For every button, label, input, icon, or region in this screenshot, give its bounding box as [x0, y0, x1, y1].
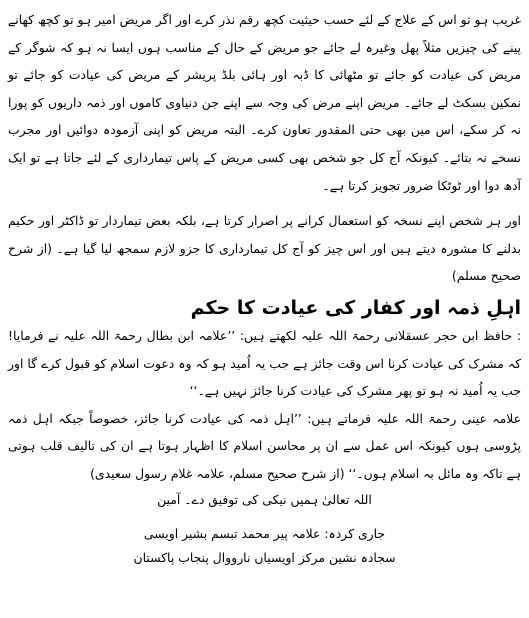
- section-heading: اہلِ ذمہ اور کفار کی عیادت کا حکم: [190, 296, 521, 319]
- paragraph-ibn-hajar-quote: : حافظ ابن حجر عسقلانی رحمۃ اللہ علیہ لکھتے ہیں: ’’علامہ ابن بطال رحمۃ اللہ علیہ نے فرمایا! کہ مشرک کی عیادت کرنا اس وقت جائز ہے جب یہ اُمید ہو کہ وہ دعوت اسلام کو قبول کرے گا اور جب یہ اُمید نہ ہو تو پھر مشرک کی عیادت کرنا جائز نہیں ہے۔‘‘: [8, 327, 521, 399]
- issued-by: جاری کردہ: علامہ پیر محمد تبسم بشیر اویسی: [143, 525, 386, 541]
- paragraph-allama-aini-quote: علامہ عینی رحمۃ اللہ علیہ فرماتے ہیں: ’’اہل ذمہ کی عیادت کرنا جائز، خصوصاً جبکہ اہل ذمہ پڑوسی ہوں کیونکہ اس عمل سے ان پر محاسن اسلام کا اظہار ہوتا ہے ان کی تالیف قلب ہوتی ہے تاکہ وہ مائل بہ اسلام ہوں۔‘‘ (از شرح صحیح مسلم، علامہ غلام رسول سعیدی): [8, 410, 521, 481]
- paragraph-remedies-advice: اور ہر شخص اپنے نسخہ کو استعمال کرانے پر اصرار کرتا ہے، بلکہ بعض تیماردار تو ڈاکٹر اور حکیم بدلنے کا مشورہ دیتے ہیں اور اس چیز کو آج کل تیمارداری کا جزو لازم سمجھ لیا گیا ہے۔ (از شرح صحیح مسلم): [8, 213, 521, 284]
- closing-prayer: اللہ تعالیٰ ہمیں نیکی کی توفیق دے۔ آمین: [157, 491, 372, 507]
- seat-location: سجادہ نشین مرکز اویسیاں نارووال پنجاب پاکستان: [133, 549, 396, 565]
- paragraph-visiting-sick-gifts: غریب ہو تو اس کے علاج کے لئے حسب حیثیت کچھ رقم نذر کرے اور اگر مریض امیر ہو تو کچھ کھانے پینے کی چیزیں مثلاً پھل وغیرہ لے جائے جو مریض کے حال کے مناسب ہوں ایسا نہ ہو کہ شوگر کے مریض کی عیادت کو جائے تو مٹھائی کا ڈبہ اور ہائی بلڈ پریشر کے مریض کی عیادت کو جائے تو نمکین بسکٹ لے جائے۔ مریض اپنے مرض کی وجہ سے اپنے جن دنیاوی کاموں اور ذمہ داریوں کو پورا نہ کر سکے، اس میں بھی حتی المقدور تعاون کرے۔ البتہ مریض کو اپنی آزمودہ دوائیں اور مجرب نسخے نہ بتائے۔ کیونکہ آج کل جو شخص بھی کسی مریض کے پاس تیمارداری کے لئے جاتا ہے تو ایک آدھ دوا اور ٹوٹکا ضرور تجویز کرتا ہے۔: [7, 12, 521, 193]
